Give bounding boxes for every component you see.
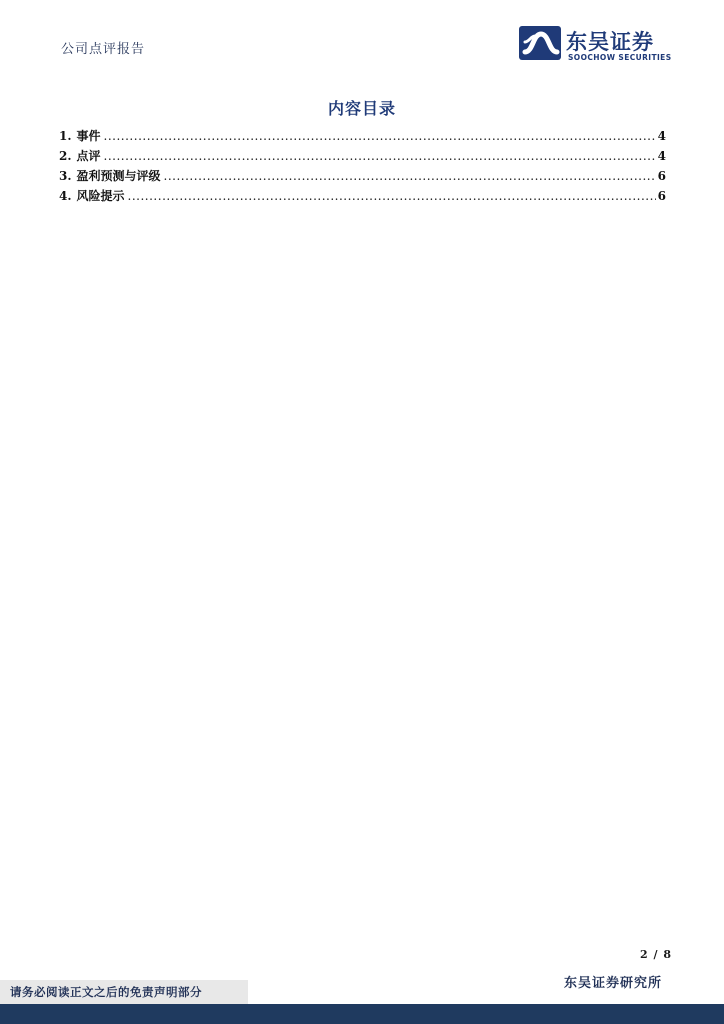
logo-en-text: SOOCHOW SECURITIES [568, 53, 672, 62]
company-logo [519, 26, 679, 66]
toc-leader-dots [104, 129, 656, 143]
toc-item-page: 6 [657, 169, 666, 183]
toc-title: 内容目录 [327, 99, 396, 118]
report-type-label: 公司点评报告 [61, 42, 146, 57]
toc-item-risk[interactable] [59, 187, 666, 207]
toc-item-label: 事件 [76, 129, 101, 143]
toc-leader-dots [104, 149, 656, 163]
toc-item-number: 2. [59, 149, 72, 163]
toc-item-label: 盈利预测与评级 [76, 169, 161, 183]
toc-item-page: 6 [657, 189, 666, 203]
toc-item-event[interactable] [59, 127, 666, 147]
toc-item-page: 4 [657, 129, 666, 143]
toc-item-number: 3. [59, 169, 72, 183]
footer-bar [0, 1004, 724, 1024]
soochow-logo-icon [519, 26, 561, 60]
toc-item-label: 风险提示 [76, 189, 125, 203]
page-indicator: 2 / 8 [640, 948, 672, 961]
toc-item-review[interactable] [59, 147, 666, 167]
toc-item-number: 1. [59, 129, 72, 143]
toc-leader-dots [128, 189, 656, 203]
footer-org-name: 东吴证券研究所 [563, 976, 662, 991]
toc-item-number: 4. [59, 189, 72, 203]
footer-disclaimer: 请务必阅读正文之后的免责声明部分 [0, 980, 248, 1004]
toc-item-page: 4 [657, 149, 666, 163]
toc-item-forecast-rating[interactable] [59, 167, 666, 187]
logo-cn-text: 东吴证券 [566, 30, 654, 54]
toc-item-label: 点评 [76, 149, 101, 163]
toc-leader-dots [164, 169, 656, 183]
table-of-contents [59, 127, 666, 207]
